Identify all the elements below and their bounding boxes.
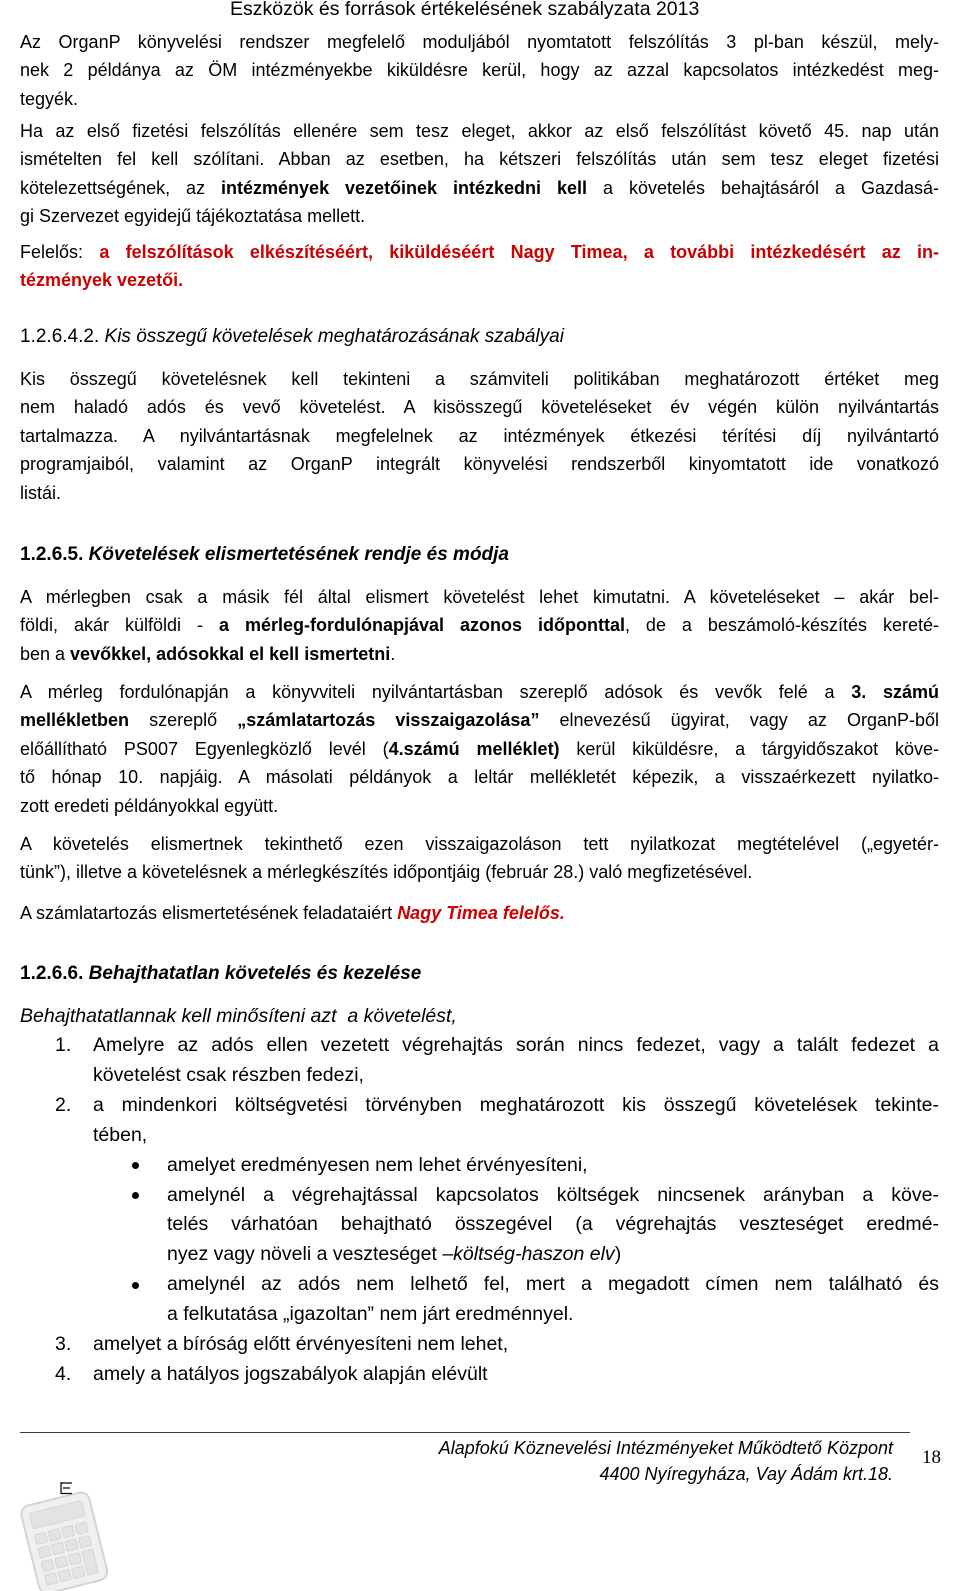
text-run: listái. <box>20 483 62 504</box>
text-run: nem haladó adós és vevő követelést. A kisösszegű követeléseket év végén külön nyilvántartás <box>20 397 939 418</box>
text-run: gi Szervezet egyidejű tájékoztatása mellett. <box>20 206 366 227</box>
heading-title: Behajthatatlan követelés és kezelése <box>88 963 422 984</box>
text-line <box>20 238 939 267</box>
list-number: 4. <box>55 1362 72 1385</box>
bold-text: a mérleg-fordulónapjával azonos időponttal <box>218 615 625 636</box>
page-number: 18 <box>922 1447 941 1468</box>
list-item-4 <box>20 1360 939 1390</box>
text-run: a mindenkori költségvetési törvényben meghatározott kis összegű követelések tekinte- <box>93 1093 939 1116</box>
text-run: ) <box>614 1243 622 1266</box>
text-line <box>167 1300 939 1330</box>
text-run: szereplő <box>129 710 238 731</box>
list-intro: Behajthatatlannak kell minősíteni azt a követelést, <box>20 1004 457 1027</box>
paragraph-balance-sheet <box>20 583 939 669</box>
heading-title: Követelések elismertetésének rendje és módja <box>88 544 510 565</box>
bold-text: intézmények vezetőinek intézkedni kell <box>221 177 588 198</box>
text-line <box>20 365 939 394</box>
text-run: amely a hatályos jogszabályok alapján elévült <box>93 1362 488 1385</box>
text-line <box>20 422 939 451</box>
text-line <box>167 1151 939 1181</box>
paragraph-acknowledgement <box>20 830 939 887</box>
bold-text: „számlatartozás visszaigazolása” <box>237 710 540 731</box>
text-run: Amelyre az adós ellen vezetett végrehajtás során nincs fedezet, vagy a talált fedezet a <box>93 1034 939 1056</box>
text-line <box>20 830 939 859</box>
heading-number: 1.2.6.6. <box>20 963 84 984</box>
text-run: telés várhatóan behajtható összegével (a végrehajtás veszteséget eredmé- <box>167 1213 939 1236</box>
text-run: tartalmazza. A nyilvántartásnak megfelelnek az intézmények étkezési térítési díj nyilvántartó <box>20 425 939 446</box>
text-run: A követelés elismertnek tekinthető ezen visszaigazoláson tett nyilatkozat megtételével („egyetér- <box>20 833 939 854</box>
list-number: 2. <box>55 1093 72 1116</box>
red-bold-text: a felszólítások elkészítéséért, kiküldéséért Nagy Timea, a további intézkedésért az in- <box>99 241 939 262</box>
heading-number: 1.2.6.5. <box>20 544 84 565</box>
text-line <box>20 266 939 295</box>
text-run: földi, akár külföldi - <box>20 615 219 636</box>
bold-text: vevőkkel, adósokkal el kell ismertetni <box>70 643 391 664</box>
text-run: A számlatartozás elismertetésének feladataiért <box>20 902 398 923</box>
text-run: zott eredeti példányokkal együtt. <box>20 796 279 817</box>
text-run: , de a beszámoló-készítés kereté- <box>624 615 939 636</box>
text-line <box>167 1181 939 1211</box>
text-run: . <box>390 643 396 664</box>
text-run: elnevezésű ügyirat, vagy az OrganP-ből <box>539 710 939 731</box>
section-heading-uncollectible <box>20 960 421 988</box>
text-line <box>93 1330 939 1360</box>
text-run: nek 2 példánya az ÖM intézményekbe kiküldésre kerül, hogy az azzal kapcsolatos intézkedést meg- <box>20 60 939 81</box>
text-run: a követelés behajtásáról a Gazdasá- <box>587 177 939 198</box>
text-line <box>20 174 939 203</box>
text-run: ben a <box>20 643 71 664</box>
text-run: Felelős: <box>20 241 100 262</box>
text-run: Ha az első fizetési felszólítás ellenére sem tesz eleget, akkor az első felszólítást követő 45. nap után <box>20 120 939 141</box>
bullet-icon <box>132 1192 139 1199</box>
bold-text: 4.számú melléklet) <box>388 738 560 759</box>
paragraph-responsible <box>20 238 939 295</box>
section-heading-small-receivables <box>20 323 564 351</box>
page-header: Eszközök és források értékelésének szabályzata 2013 <box>230 0 700 20</box>
text-line <box>93 1031 939 1061</box>
text-run: Kis összegű követelésnek kell tekinteni a számviteli politikában meghatározott értéket meg <box>20 368 939 389</box>
paragraph-reporting-date <box>20 678 939 821</box>
list-item-2 <box>20 1091 939 1330</box>
text-run: követelést csak részben fedezi, <box>93 1063 364 1086</box>
paragraph-reminder-copies <box>20 28 939 114</box>
list-item-3 <box>20 1330 939 1360</box>
bullet-item <box>93 1151 939 1181</box>
text-line <box>20 28 939 57</box>
text-line <box>93 1121 939 1151</box>
text-line <box>20 117 939 146</box>
text-line <box>20 640 939 669</box>
heading-title: Kis összegű követelések meghatározásának szabályai <box>104 326 564 347</box>
text-line <box>20 450 939 479</box>
text-line <box>20 735 939 764</box>
text-run: amelyet a bíróság előtt érvényesíteni nem lehet, <box>93 1333 509 1356</box>
italic-text: költség-haszon elv <box>453 1243 615 1266</box>
text-line <box>20 479 939 508</box>
footer-address: 4400 Nyíregyháza, Vay Ádám krt.18. <box>599 1464 893 1484</box>
text-run: előállítható PS007 Egyenlegközlő levél ( <box>20 738 389 759</box>
footer-divider <box>20 1432 910 1433</box>
red-bold-italic-text: Nagy Timea felelős. <box>397 902 565 923</box>
bullet-icon <box>132 1282 139 1289</box>
text-line <box>20 678 939 707</box>
numbered-list <box>20 1031 939 1390</box>
text-line <box>20 583 939 612</box>
text-line <box>20 858 939 887</box>
text-line <box>20 393 939 422</box>
bold-text: mellékletben <box>20 710 130 731</box>
text-run: nyez vagy növeli a veszteséget – <box>167 1243 454 1266</box>
text-run: amelyet eredményesen nem lehet érvényesíteni, <box>167 1153 588 1176</box>
text-line <box>20 202 939 231</box>
text-line <box>93 1061 939 1091</box>
text-run: a felkutatása „igazoltan” nem járt eredménnyel. <box>167 1303 574 1326</box>
text-run: A mérlegben csak a másik fél által elismert követelést lehet kimutatni. A követeléseket – akár bel- <box>20 586 939 607</box>
text-line <box>167 1270 939 1300</box>
text-run: tegyék. <box>20 88 79 109</box>
calculator-logo-icon <box>6 1474 122 1591</box>
text-line <box>20 85 939 114</box>
paragraph-responsible-person <box>20 899 939 928</box>
text-run: kötelezettségének, az <box>20 177 222 198</box>
text-run: Az OrganP könyvelési rendszer megfelelő moduljából nyomtatott felszólítás 3 pl-ban készül, mely- <box>20 31 939 52</box>
heading-number: 1.2.6.4.2. <box>20 326 100 347</box>
text-line <box>93 1360 939 1390</box>
text-line <box>167 1210 939 1240</box>
text-line <box>20 145 939 174</box>
text-line <box>93 1091 939 1121</box>
paragraph-small-receivables <box>20 365 939 508</box>
text-line <box>20 899 939 928</box>
text-run: amelynél az adós nem lelhető fel, mert a megadott címen nem található és <box>167 1273 939 1296</box>
text-run: tünk”), illetve a követelésnek a mérlegkészítés időpontjáig (február 28.) való megfizetésével. <box>20 862 753 883</box>
text-run: amelynél a végrehajtással kapcsolatos költségek nincsenek arányban a köve- <box>167 1183 939 1206</box>
bullet-list <box>93 1151 939 1330</box>
text-run: tében, <box>93 1123 148 1146</box>
text-line <box>20 706 939 735</box>
text-run: ismételten fel kell szólítani. Abban az esetben, ha kétszeri felszólítás után sem tesz eleget fizetési <box>20 149 939 170</box>
footer-address-block <box>439 1435 893 1487</box>
text-run: tő hónap 10. napjáig. A másolati példányok a leltár mellékletét képezik, a visszaérkezett nyilatko- <box>20 767 939 788</box>
text-line <box>20 763 939 792</box>
bullet-item <box>93 1181 939 1271</box>
list-number: 3. <box>55 1333 72 1356</box>
bullet-item <box>93 1270 939 1330</box>
text-line <box>20 611 939 640</box>
text-run: kerül kiküldésre, a tárgyidőszakot köve- <box>559 738 939 759</box>
list-number: 1. <box>55 1034 72 1056</box>
text-run: programjaiból, valamint az OrganP integrált könyvelési rendszerből kinyomtatott ide vonatkozó <box>20 454 939 475</box>
text-line <box>167 1240 939 1270</box>
bullet-icon <box>132 1162 139 1169</box>
bold-text: 3. számú <box>851 681 939 702</box>
paragraph-second-reminder <box>20 117 939 231</box>
text-line <box>20 792 939 821</box>
text-line <box>20 56 939 85</box>
text-run: A mérleg fordulónapján a könyvviteli nyilvántartásban szereplő adósok és vevők felé a <box>20 681 852 702</box>
red-bold-text: tézmények vezetői. <box>20 270 184 291</box>
footer-organization: Alapfokú Köznevelési Intézményeket Működtető Központ <box>438 1438 893 1458</box>
section-heading-confirmation <box>20 541 509 569</box>
list-item-1 <box>20 1031 939 1091</box>
